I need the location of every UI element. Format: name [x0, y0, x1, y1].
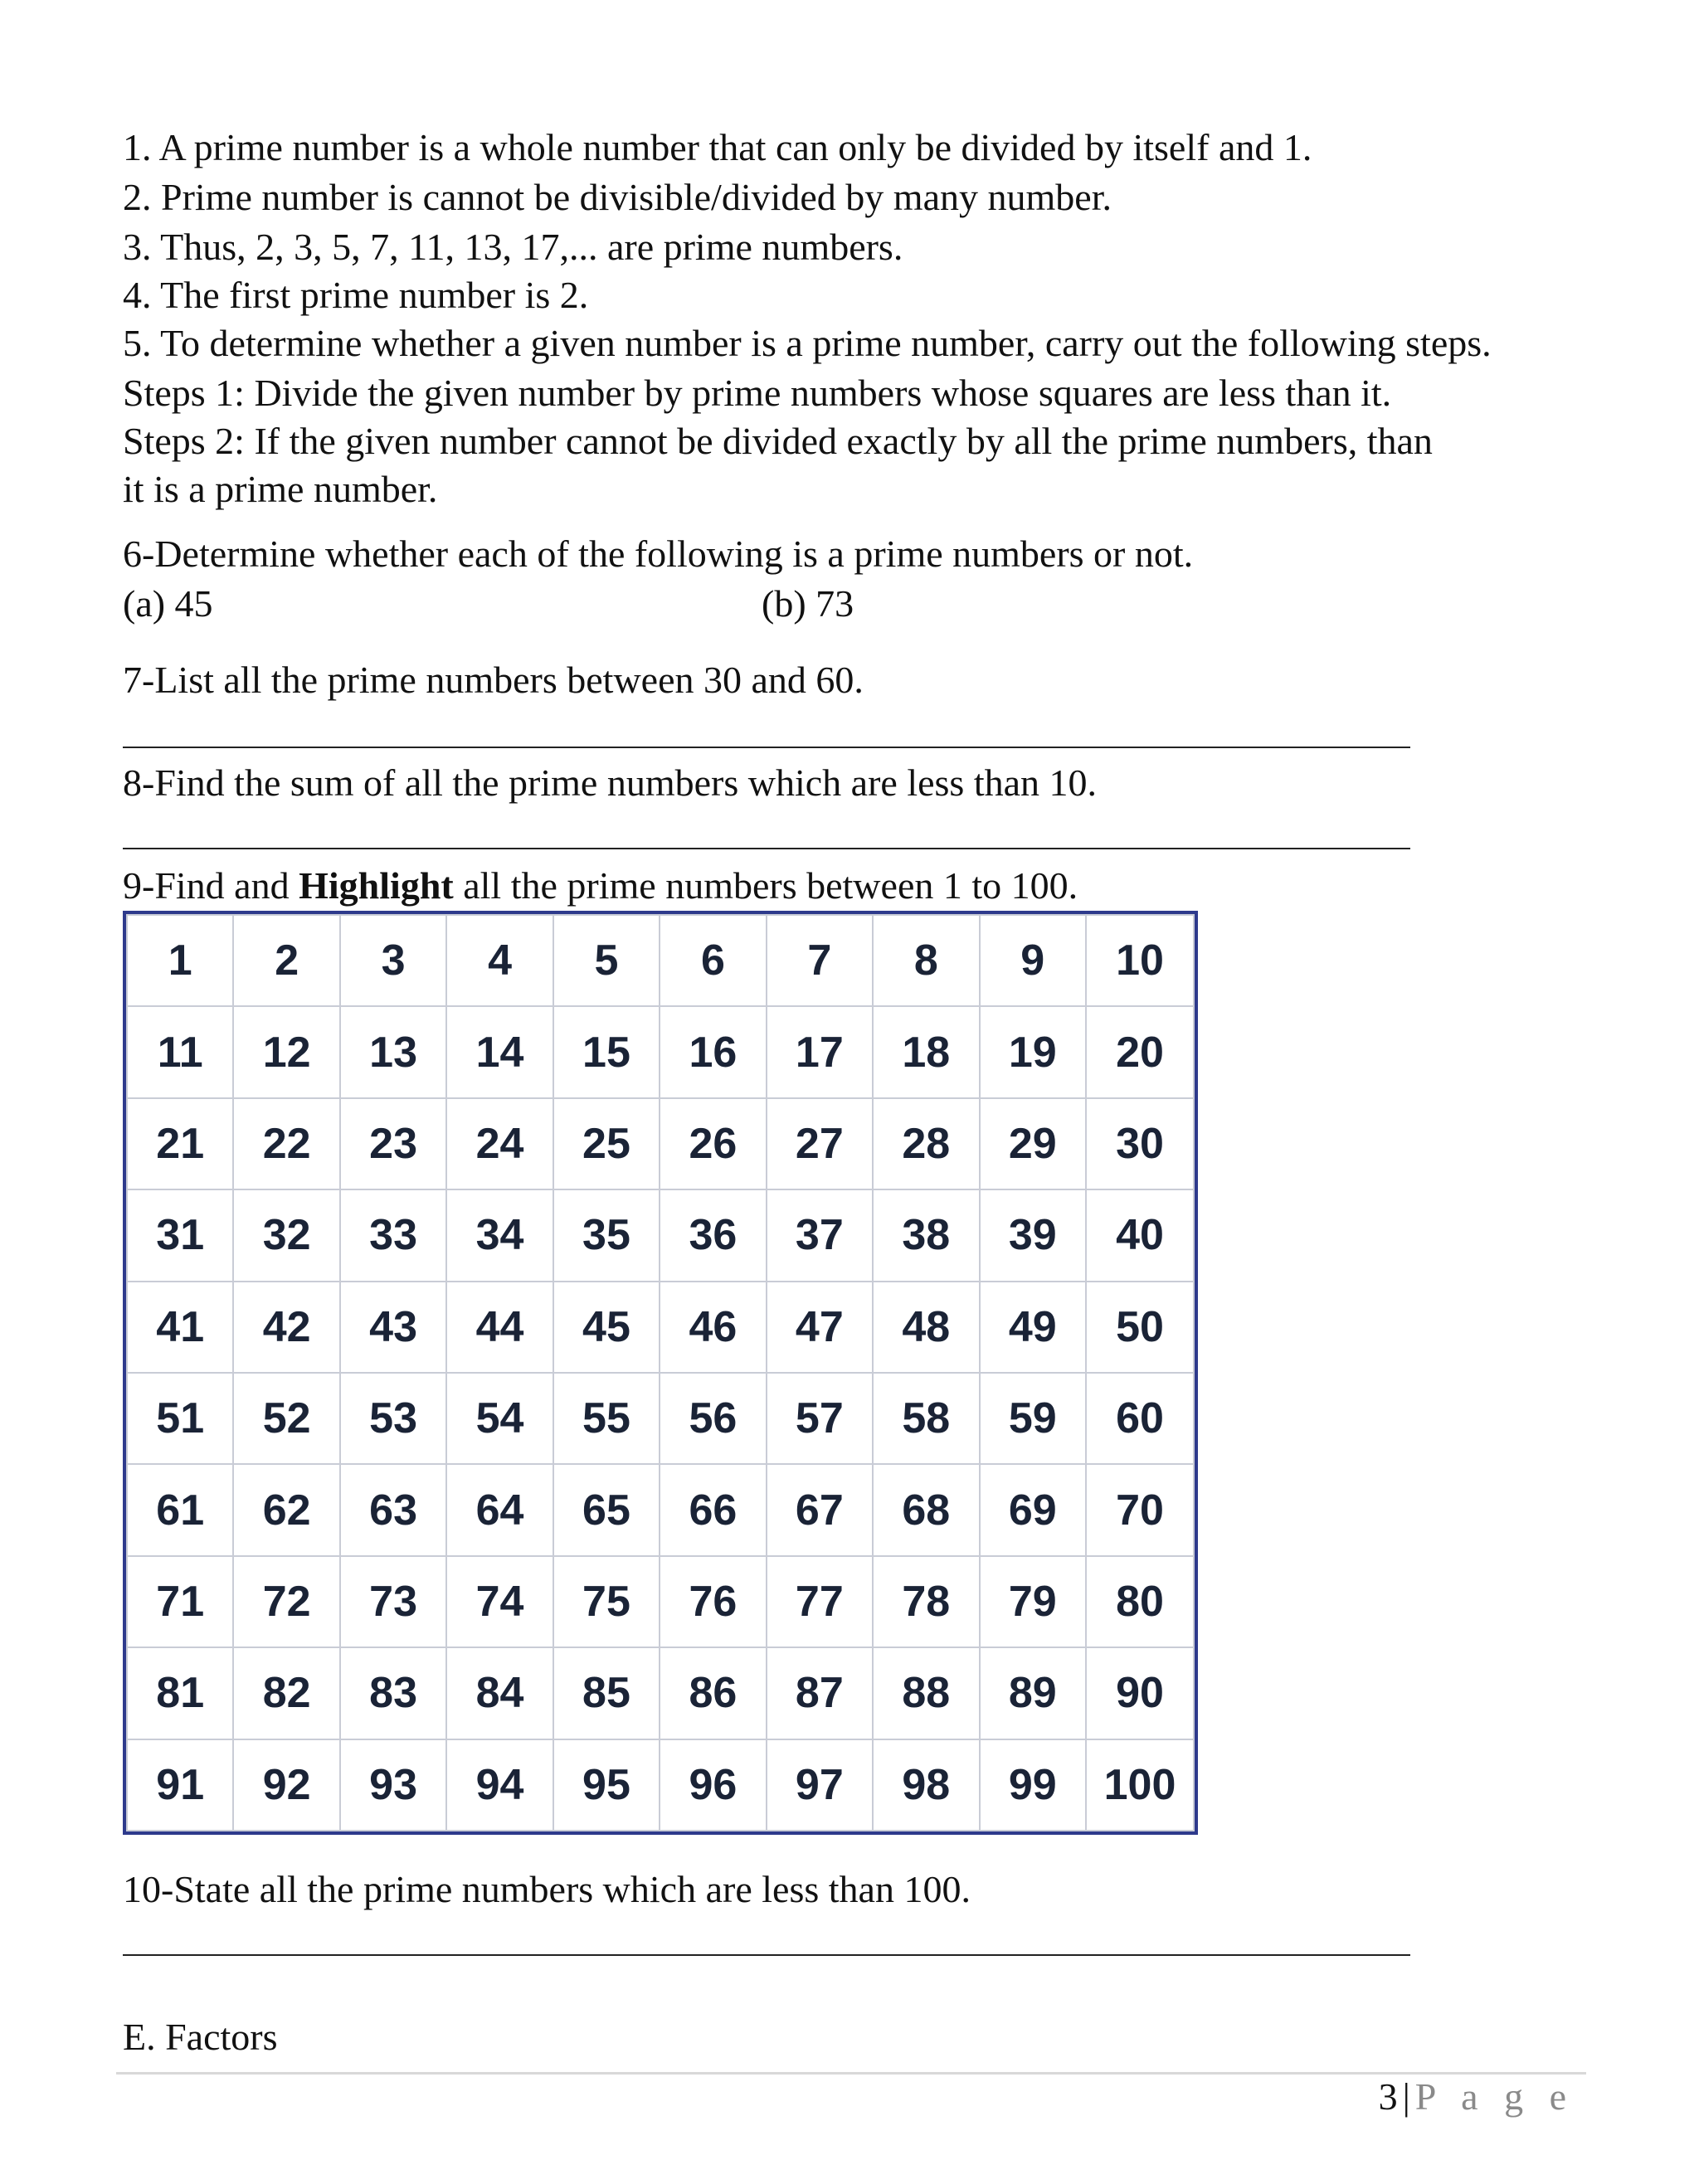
grid-cell[interactable]: 7 [767, 915, 873, 1006]
grid-row [127, 1739, 1194, 1831]
question-9-highlight-word: Highlight [299, 864, 454, 907]
grid-cell[interactable]: 65 [553, 1464, 660, 1555]
grid-cell[interactable]: 63 [340, 1464, 446, 1555]
grid-row [127, 915, 1194, 1006]
grid-cell[interactable]: 54 [446, 1373, 553, 1464]
grid-cell[interactable]: 41 [127, 1282, 233, 1373]
grid-row [127, 1464, 1194, 1555]
grid-cell[interactable]: 99 [980, 1739, 1087, 1831]
grid-cell[interactable]: 33 [340, 1189, 446, 1281]
question-8: 8-Find the sum of all the prime numbers which are less than 10. [123, 761, 1098, 804]
grid-row [127, 1373, 1194, 1464]
grid-row [127, 1556, 1194, 1647]
grid-cell[interactable]: 59 [980, 1373, 1087, 1464]
page-number: 3 [1378, 2075, 1398, 2118]
grid-cell[interactable]: 50 [1086, 1282, 1194, 1373]
grid-cell[interactable]: 44 [446, 1282, 553, 1373]
grid-cell[interactable]: 16 [660, 1006, 766, 1097]
grid-cell[interactable]: 21 [127, 1098, 233, 1189]
question-9-prefix: 9-Find and [123, 864, 299, 907]
grid-cell[interactable]: 47 [767, 1282, 873, 1373]
grid-cell[interactable]: 71 [127, 1556, 233, 1647]
question-7: 7-List all the prime numbers between 30 and 60. [123, 659, 864, 701]
grid-cell[interactable]: 20 [1086, 1006, 1194, 1097]
grid-cell[interactable]: 34 [446, 1189, 553, 1281]
grid-cell[interactable]: 81 [127, 1647, 233, 1739]
step-1: Steps 1: Divide the given number by prime numbers whose squares are less than it. [123, 372, 1392, 414]
grid-cell[interactable]: 25 [553, 1098, 660, 1189]
grid-cell[interactable]: 13 [340, 1006, 446, 1097]
grid-cell[interactable]: 10 [1086, 915, 1194, 1006]
grid-cell[interactable]: 55 [553, 1373, 660, 1464]
grid-cell[interactable]: 80 [1086, 1556, 1194, 1647]
point-3: 3. Thus, 2, 3, 5, 7, 11, 13, 17,... are prime numbers. [123, 226, 903, 268]
grid-row [127, 1006, 1194, 1097]
grid-cell[interactable]: 46 [660, 1282, 766, 1373]
grid-cell[interactable]: 77 [767, 1556, 873, 1647]
point-5: 5. To determine whether a given number is a prime number, carry out the following steps. [123, 322, 1492, 364]
grid-cell[interactable]: 79 [980, 1556, 1087, 1647]
footer-divider [116, 2072, 1586, 2075]
grid-cell[interactable]: 61 [127, 1464, 233, 1555]
grid-cell[interactable]: 91 [127, 1739, 233, 1831]
grid-cell[interactable]: 22 [233, 1098, 339, 1189]
grid-cell[interactable]: 12 [233, 1006, 339, 1097]
grid-cell[interactable]: 87 [767, 1647, 873, 1739]
grid-cell[interactable]: 52 [233, 1373, 339, 1464]
answer-line-7 [123, 747, 1410, 748]
grid-cell[interactable]: 43 [340, 1282, 446, 1373]
grid-cell[interactable]: 100 [1086, 1739, 1194, 1831]
step-2: Steps 2: If the given number cannot be divided exactly by all the prime numbers, than [123, 420, 1433, 462]
grid-cell[interactable]: 30 [1086, 1098, 1194, 1189]
grid-cell[interactable]: 96 [660, 1739, 766, 1831]
grid-cell[interactable]: 11 [127, 1006, 233, 1097]
grid-cell[interactable]: 53 [340, 1373, 446, 1464]
grid-cell[interactable]: 78 [873, 1556, 979, 1647]
grid-cell[interactable]: 26 [660, 1098, 766, 1189]
grid-cell[interactable]: 68 [873, 1464, 979, 1555]
grid-cell[interactable]: 28 [873, 1098, 979, 1189]
grid-cell[interactable]: 40 [1086, 1189, 1194, 1281]
grid-cell[interactable]: 64 [446, 1464, 553, 1555]
grid-cell[interactable]: 29 [980, 1098, 1087, 1189]
grid-cell[interactable]: 2 [233, 915, 339, 1006]
grid-row [127, 1282, 1194, 1373]
grid-cell[interactable]: 92 [233, 1739, 339, 1831]
grid-row [127, 1189, 1194, 1281]
grid-cell[interactable]: 45 [553, 1282, 660, 1373]
page-word: P a g e [1414, 2075, 1575, 2118]
grid-cell[interactable]: 93 [340, 1739, 446, 1831]
grid-cell[interactable]: 69 [980, 1464, 1087, 1555]
grid-cell[interactable]: 32 [233, 1189, 339, 1281]
grid-cell[interactable]: 72 [233, 1556, 339, 1647]
grid-cell[interactable]: 37 [767, 1189, 873, 1281]
grid-cell[interactable]: 3 [340, 915, 446, 1006]
grid-cell[interactable]: 14 [446, 1006, 553, 1097]
grid-cell[interactable]: 48 [873, 1282, 979, 1373]
grid-cell[interactable]: 85 [553, 1647, 660, 1739]
section-e-heading: E. Factors [123, 2016, 278, 2058]
point-4: 4. The first prime number is 2. [123, 274, 589, 316]
question-9 [123, 863, 1078, 909]
grid-cell[interactable]: 83 [340, 1647, 446, 1739]
grid-cell[interactable]: 97 [767, 1739, 873, 1831]
grid-cell[interactable]: 35 [553, 1189, 660, 1281]
grid-cell[interactable]: 18 [873, 1006, 979, 1097]
grid-cell[interactable]: 62 [233, 1464, 339, 1555]
question-6: 6-Determine whether each of the following is a prime numbers or not. [123, 533, 1194, 575]
grid-cell[interactable]: 73 [340, 1556, 446, 1647]
grid-cell[interactable]: 89 [980, 1647, 1087, 1739]
step-2-continued: it is a prime number. [123, 468, 438, 510]
grid-cell[interactable]: 31 [127, 1189, 233, 1281]
grid-cell[interactable]: 67 [767, 1464, 873, 1555]
point-2: 2. Prime number is cannot be divisible/divided by many number. [123, 176, 1112, 218]
grid-cell[interactable]: 51 [127, 1373, 233, 1464]
grid-cell[interactable]: 27 [767, 1098, 873, 1189]
answer-line-10 [123, 1954, 1410, 1956]
grid-cell[interactable]: 39 [980, 1189, 1087, 1281]
grid-cell[interactable]: 76 [660, 1556, 766, 1647]
grid-cell[interactable]: 1 [127, 915, 233, 1006]
question-6a: (a) 45 [123, 582, 213, 625]
grid-cell[interactable]: 38 [873, 1189, 979, 1281]
question-9-suffix: all the prime numbers between 1 to 100. [453, 864, 1078, 907]
answer-line-8 [123, 848, 1410, 849]
grid-cell[interactable]: 66 [660, 1464, 766, 1555]
page-separator: | [1402, 2075, 1410, 2118]
grid-cell[interactable]: 98 [873, 1739, 979, 1831]
point-1: 1. A prime number is a whole number that can only be divided by itself and 1. [123, 126, 1312, 168]
grid-cell[interactable]: 58 [873, 1373, 979, 1464]
grid-cell[interactable]: 36 [660, 1189, 766, 1281]
grid-cell[interactable]: 88 [873, 1647, 979, 1739]
question-10: 10-State all the prime numbers which are less than 100. [123, 1868, 971, 1910]
grid-cell[interactable]: 42 [233, 1282, 339, 1373]
grid-cell[interactable]: 90 [1086, 1647, 1194, 1739]
grid-cell[interactable]: 9 [980, 915, 1087, 1006]
grid-cell[interactable]: 82 [233, 1647, 339, 1739]
grid-cell[interactable]: 24 [446, 1098, 553, 1189]
grid-cell[interactable]: 74 [446, 1556, 553, 1647]
grid-cell[interactable]: 94 [446, 1739, 553, 1831]
grid-cell[interactable]: 60 [1086, 1373, 1194, 1464]
grid-cell[interactable]: 17 [767, 1006, 873, 1097]
grid-cell[interactable]: 56 [660, 1373, 766, 1464]
grid-cell[interactable]: 95 [553, 1739, 660, 1831]
page-footer [1379, 2074, 1575, 2120]
grid-cell[interactable]: 70 [1086, 1464, 1194, 1555]
grid-cell[interactable]: 8 [873, 915, 979, 1006]
grid-row [127, 1098, 1194, 1189]
grid-cell[interactable]: 84 [446, 1647, 553, 1739]
hundred-chart-table [126, 914, 1195, 1831]
grid-cell[interactable]: 4 [446, 915, 553, 1006]
question-6b: (b) 73 [762, 582, 854, 625]
grid-cell[interactable]: 75 [553, 1556, 660, 1647]
grid-cell[interactable]: 86 [660, 1647, 766, 1739]
grid-cell[interactable]: 6 [660, 915, 766, 1006]
grid-cell[interactable]: 23 [340, 1098, 446, 1189]
grid-cell[interactable]: 19 [980, 1006, 1087, 1097]
hundred-chart [123, 911, 1198, 1835]
grid-cell[interactable]: 5 [553, 915, 660, 1006]
grid-row [127, 1647, 1194, 1739]
grid-cell[interactable]: 57 [767, 1373, 873, 1464]
grid-cell[interactable]: 15 [553, 1006, 660, 1097]
grid-cell[interactable]: 49 [980, 1282, 1087, 1373]
